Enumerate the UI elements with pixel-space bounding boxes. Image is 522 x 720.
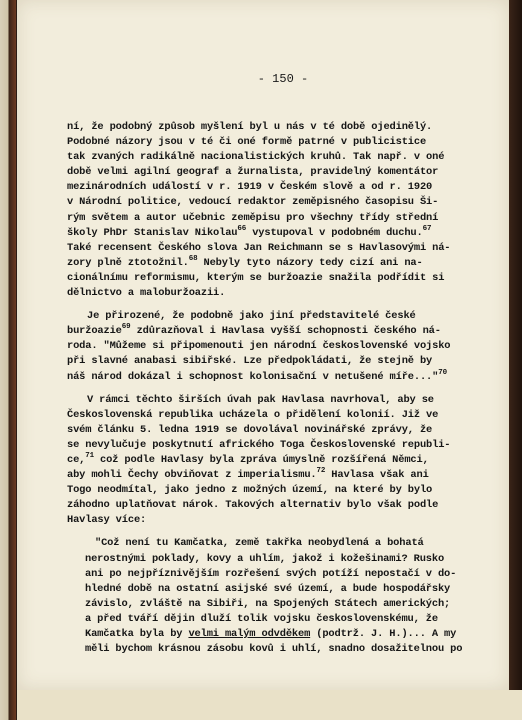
text-line — [67, 256, 507, 271]
text-segment: mezinárodních událostí v r. 1919 v Českém slově a od r. 1920 — [67, 181, 433, 194]
right-page-edge — [509, 0, 522, 690]
text-line — [67, 483, 507, 498]
footnote-ref: 69 — [121, 323, 131, 332]
page-number: - 150 - — [257, 72, 309, 86]
text-line — [67, 627, 507, 642]
quote-paragraph — [67, 536, 507, 657]
text-segment: (podtrž. J. H.)... A my — [310, 628, 457, 640]
text-segment: zory plně ztotožnil. — [67, 256, 189, 269]
text-line — [67, 271, 507, 286]
text-line — [67, 286, 507, 301]
paragraph-gap — [67, 301, 507, 309]
left-page-edge — [0, 0, 16, 720]
text-segment: dělnictvo a maloburžoazii. — [67, 287, 226, 300]
text-segment: roda. "Můžeme si připomenouti jen národní československé vojsko — [67, 340, 451, 353]
paragraph-gap — [67, 528, 507, 536]
text-segment: vystupoval v podobném duchu. — [246, 226, 423, 239]
text-line — [67, 536, 507, 551]
text-segment: ani po nejpříznivějším rozřešení svých potíží nepostačí v do- — [85, 567, 457, 580]
text-line — [67, 241, 507, 256]
paragraph — [67, 393, 507, 529]
text-line — [67, 393, 507, 408]
footnote-ref: 70 — [438, 368, 447, 377]
text-line — [67, 324, 507, 339]
text-line — [67, 438, 507, 453]
text-segment: ce, — [67, 453, 86, 466]
footnote-ref: 72 — [316, 467, 326, 476]
text-segment: a před tváří dějin dluží tolik vojsku československému, že — [85, 612, 438, 625]
text-line — [67, 582, 507, 597]
text-line — [67, 195, 507, 210]
text-segment: Havlasy více: — [67, 514, 147, 527]
text-segment: tak zvaných radikálně nacionalistických kruhů. Tak např. v oné — [67, 151, 445, 164]
footnote-ref: 68 — [188, 254, 198, 263]
text-line — [67, 180, 507, 195]
text-segment: hledné době na ostatní asijské své území, a bude hospodářsky — [85, 582, 451, 595]
text-segment: "Což není tu Kamčatka, země takřka neobydlená a bohatá — [95, 537, 424, 550]
text-line — [67, 135, 507, 150]
text-line — [67, 165, 507, 180]
text-segment: buržoazie — [67, 325, 122, 338]
text-line — [67, 468, 507, 483]
text-segment: Havlasa však ani — [325, 469, 429, 482]
text-segment: svém článku 5. ledna 1919 se dovolával novinářské zprávy, že — [67, 423, 433, 436]
body-text — [67, 120, 507, 657]
text-segment: se nevylučuje poskytnutí afrického Toga Československé republi- — [67, 438, 451, 451]
text-segment: měli bychom krásnou zásobu kovů i uhlí, snadno dosažitelnou po — [85, 643, 463, 656]
text-line — [67, 513, 507, 528]
text-segment: aby mohli Čechy obviňovat z imperialismu. — [67, 469, 317, 482]
text-segment: Je přirozené, že podobně jako jiní představitelé české — [87, 310, 416, 323]
text-line — [67, 423, 507, 438]
text-line — [67, 642, 507, 657]
text-segment: při slavné anabasi sibiřské. Lze předpokládati, že stejně by — [67, 355, 433, 368]
text-segment: Nebyly tyto názory tedy cizí ani na- — [197, 256, 423, 269]
text-line — [67, 339, 507, 354]
text-segment: V rámci těchto širších úvah pak Havlasa navrhoval, aby se — [87, 393, 434, 406]
text-line — [67, 309, 507, 324]
text-segment: cionálnímu reformismu, kterým se buržoazie snažila podřídit si — [67, 271, 445, 284]
text-line — [67, 612, 507, 627]
text-line — [67, 498, 507, 513]
text-line — [67, 226, 507, 241]
text-line — [67, 370, 507, 385]
text-segment: závislo, zvláště na Sibiři, na Spojených Státech amerických; — [85, 597, 451, 610]
text-line — [67, 354, 507, 369]
text-line — [67, 453, 507, 468]
text-segment: Podobné názory jsou v té či oné formě patrné v publicistice — [67, 136, 427, 149]
underlying-sheet — [17, 690, 522, 720]
footnote-ref: 66 — [237, 224, 247, 233]
footnote-ref: 71 — [85, 451, 94, 460]
text-line — [67, 408, 507, 423]
text-segment: což podle Havlasy byla zpráva úmyslně rozšířená Němci, — [93, 453, 429, 466]
text-segment: náš národ dokázal i schopnost kolonisační v netušené míře..." — [67, 370, 439, 383]
text-segment: školy PhDr Stanislav Nikolau — [67, 226, 238, 239]
text-segment: Československá republika ucházela o přidělení kolonií. Již ve — [67, 408, 439, 421]
footnote-ref: 67 — [422, 224, 432, 233]
text-segment: Kamčatka byla by — [85, 628, 189, 640]
text-line — [67, 552, 507, 567]
text-segment: době velmi agilní geograf a žurnalista, pravidelný komentátor — [67, 166, 439, 179]
text-segment: záhodno uplatňovat nárok. Takových alternativ bylo však podle — [67, 499, 439, 512]
text-segment: v Národní politice, vedoucí redaktor zeměpisného časopisu Ši- — [67, 196, 439, 209]
text-segment: ní, že podobný způsob myšlení byl u nás v té době ojedinělý. — [67, 121, 433, 133]
text-segment: nerostnými poklady, kovy a uhlím, jakož i kožešinami? Rusko — [85, 552, 445, 565]
text-segment: Togo neodmítal, jako jedno z možných území, na které by bylo — [67, 484, 433, 497]
text-line — [67, 597, 507, 612]
document-page — [17, 0, 509, 690]
text-line — [67, 150, 507, 165]
paragraph — [67, 309, 507, 384]
text-segment: zdůrazňoval i Havlasa vyšší schopnosti českého ná- — [130, 325, 441, 338]
underlined-emphasis: velmi malým odvděkem — [188, 628, 311, 640]
text-line — [67, 567, 507, 582]
text-segment: rým světem a autor učebnic zeměpisu pro všechny třídy střední — [67, 211, 439, 224]
text-line — [67, 211, 507, 226]
paragraph — [67, 120, 507, 301]
text-line — [67, 120, 507, 135]
text-segment: Také recensent Českého slova Jan Reichmann se s Havlasovými ná- — [67, 241, 451, 254]
paragraph-gap — [67, 385, 507, 393]
